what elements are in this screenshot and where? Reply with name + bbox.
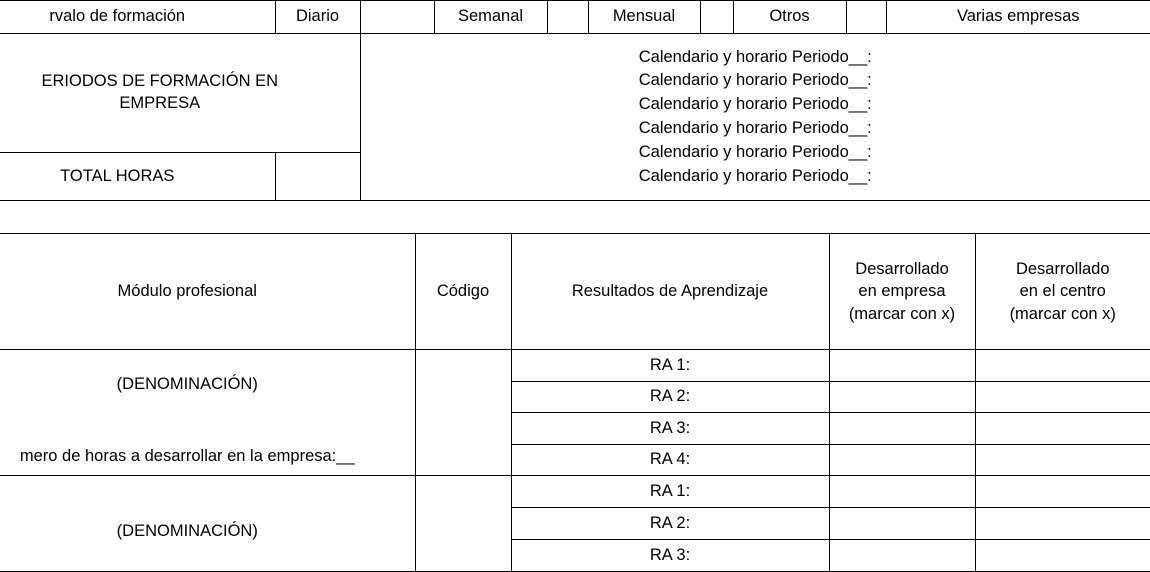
- module-2-ra-3-centro-mark[interactable]: [975, 540, 1150, 572]
- module-2-ra-1-empresa-mark[interactable]: [829, 476, 975, 508]
- header-codigo: Código: [415, 234, 511, 350]
- module-1-ra-2-label[interactable]: RA 2:: [511, 381, 829, 413]
- header-centro-line2: en el centro: [1020, 282, 1106, 300]
- module-1-ra-2-empresa-mark[interactable]: [829, 381, 975, 413]
- module-1-ra-4-centro-mark[interactable]: [975, 444, 1150, 476]
- calendar-line-1: Calendario y horario Periodo__:: [361, 46, 1150, 70]
- modules-header-row: [0, 234, 1150, 350]
- modules-table: [0, 233, 1150, 572]
- header-resultados-aprendizaje: Resultados de Aprendizaje: [511, 234, 829, 350]
- interval-label: rvalo de formación: [0, 1, 275, 34]
- module-2-cell[interactable]: [0, 476, 415, 572]
- module-1-denominacion: (DENOMINACIÓN): [0, 374, 415, 395]
- module-1-ra-3-centro-mark[interactable]: [975, 413, 1150, 445]
- interval-option-label-varias-empresas: Varias empresas: [886, 1, 1150, 34]
- calendar-line-4: Calendario y horario Periodo__:: [361, 117, 1150, 141]
- periodos-label: [0, 34, 360, 153]
- module-1-ra-2-centro-mark[interactable]: [975, 381, 1150, 413]
- interval-option-label-semanal: Semanal: [434, 1, 547, 34]
- module-1-horas-empresa: mero de horas a desarrollar en la empresa:__: [0, 446, 415, 467]
- calendar-line-5: Calendario y horario Periodo__:: [361, 141, 1150, 165]
- module-2-denominacion: (DENOMINACIÓN): [0, 521, 415, 542]
- module-2-ra-3-label[interactable]: RA 3:: [511, 540, 829, 572]
- interval-option-checkbox-diario[interactable]: [360, 1, 434, 34]
- interval-option-label-mensual: Mensual: [588, 1, 700, 34]
- header-empresa-line1: Desarrollado: [855, 260, 949, 278]
- module-2-ra-2-empresa-mark[interactable]: [829, 508, 975, 540]
- periodos-label-line1: ERIODOS DE FORMACIÓN EN: [41, 72, 278, 90]
- header-modulo-profesional: Módulo profesional: [0, 234, 415, 350]
- interval-option-checkbox-mensual[interactable]: [700, 1, 733, 34]
- header-empresa-line2: en empresa: [858, 282, 945, 300]
- interval-option-label-otros: Otros: [733, 1, 846, 34]
- calendar-line-3: Calendario y horario Periodo__:: [361, 93, 1150, 117]
- module-1-ra-3-label[interactable]: RA 3:: [511, 413, 829, 445]
- module-2-ra-1-label[interactable]: RA 1:: [511, 476, 829, 508]
- module-1-cell[interactable]: [0, 350, 415, 476]
- module-1-ra-1-centro-mark[interactable]: [975, 350, 1150, 382]
- module-1-ra-1-empresa-mark[interactable]: [829, 350, 975, 382]
- periodos-row: [0, 34, 1150, 153]
- periodos-label-line2: EMPRESA: [119, 94, 200, 112]
- module-2-codigo[interactable]: [415, 476, 511, 572]
- header-centro-line3: (marcar con x): [1010, 305, 1116, 323]
- header-desarrollado-en-centro: [975, 234, 1150, 350]
- header-empresa-line3: (marcar con x): [849, 305, 955, 323]
- calendar-line-6: Calendario y horario Periodo__:: [361, 165, 1150, 189]
- table-row: [0, 476, 1150, 508]
- total-horas-label: TOTAL HORAS: [0, 153, 275, 201]
- interval-option-checkbox-otros[interactable]: [846, 1, 886, 34]
- module-2-ra-1-centro-mark[interactable]: [975, 476, 1150, 508]
- module-1-ra-1-label[interactable]: RA 1:: [511, 350, 829, 382]
- table-row: [0, 350, 1150, 382]
- header-centro-line1: Desarrollado: [1016, 260, 1110, 278]
- module-1-ra-3-empresa-mark[interactable]: [829, 413, 975, 445]
- module-2-ra-2-centro-mark[interactable]: [975, 508, 1150, 540]
- total-horas-value[interactable]: [275, 153, 360, 201]
- interval-option-label-diario: Diario: [275, 1, 360, 34]
- header-desarrollado-en-empresa: [829, 234, 975, 350]
- interval-row: [0, 1, 1150, 34]
- module-1-ra-4-label[interactable]: RA 4:: [511, 444, 829, 476]
- interval-and-periods-table: [0, 0, 1150, 201]
- calendar-line-2: Calendario y horario Periodo__:: [361, 69, 1150, 93]
- calendar-schedule-cell[interactable]: [360, 34, 1150, 201]
- interval-option-checkbox-semanal[interactable]: [547, 1, 588, 34]
- module-1-ra-4-empresa-mark[interactable]: [829, 444, 975, 476]
- module-1-codigo[interactable]: [415, 350, 511, 476]
- module-2-ra-3-empresa-mark[interactable]: [829, 540, 975, 572]
- module-2-ra-2-label[interactable]: RA 2:: [511, 508, 829, 540]
